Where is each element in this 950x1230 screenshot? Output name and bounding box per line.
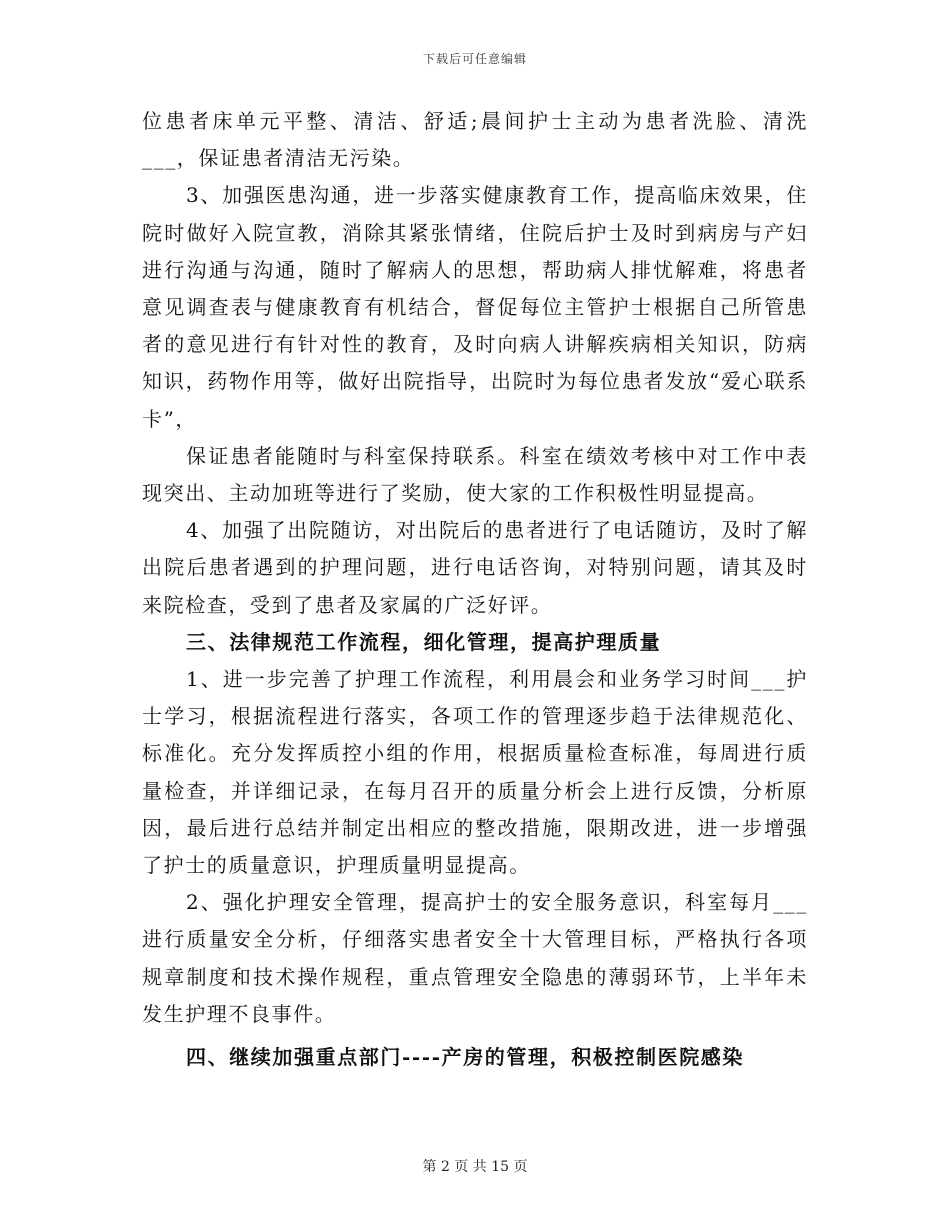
paragraph-item-4: 4、加强了出院随访，对出院后的患者进行了电话随访，及时了解出院后患者遇到的护理问题，进行电话咨询，对特别问题，请其及时来院检查，受到了患者及家属的广泛好评。 bbox=[142, 518, 808, 617]
page-number: 第 2 页 共 15 页 bbox=[422, 1159, 528, 1175]
paragraph-continuation: 位患者床单元平整、清洁、舒适;晨间护士主动为患者洗脸、清洗___，保证患者清洁无污染。 bbox=[142, 109, 808, 171]
paragraph-contact: 保证患者能随时与科室保持联系。科室在绩效考核中对工作中表现突出、主动加班等进行了奖励，使大家的工作积极性明显提高。 bbox=[142, 443, 808, 506]
paragraph-section3-item-2: 2、强化护理安全管理，提高护士的安全服务意识，科室每月___进行质量安全分析，仔细落实患者安全十大管理目标，严格执行各项规章制度和技术操作规程，重点管理安全隐患的薄弱环节，上半年未发生护理不良事件。 bbox=[142, 890, 808, 1026]
page-header-note: 下载后可任意编辑 bbox=[422, 52, 527, 66]
paragraph-item-3: 3、加强医患沟通，进一步落实健康教育工作，提高临床效果，住院时做好入院宣教，消除其紧张情绪，住院后护士及时到病房与产妇进行沟通与沟通，随时了解病人的思想，帮助病人排忧解难，将患者意见调查表与健康教育有机结合，督促每位主管护士根据自己所管患者的意见进行有针对性的教育，及时向病人讲解疾病相关知识，防病知识，药物作用等，做好出院指导，出院时为每位患者发放“爱心联系卡”， bbox=[142, 183, 808, 431]
document-body bbox=[142, 103, 808, 1076]
section-heading-3: 三、法律规范工作流程，细化管理，提高护理质量 bbox=[186, 629, 662, 654]
section-heading-4: 四、继续加强重点部门----产房的管理，积极控制医院感染 bbox=[186, 1045, 745, 1070]
paragraph-section3-item-1: 1、进一步完善了护理工作流程，利用晨会和业务学习时间___护士学习，根据流程进行落实，各项工作的管理逐步趋于法律规范化、标准化。充分发挥质控小组的作用，根据质量检查标准，每周进行质量检查，并详细记录，在每月召开的质量分析会上进行反馈，分析原因，最后进行总结并制定出相应的整改措施，限期改进，进一步增强了护士的质量意识，护理质量明显提高。 bbox=[142, 667, 808, 878]
